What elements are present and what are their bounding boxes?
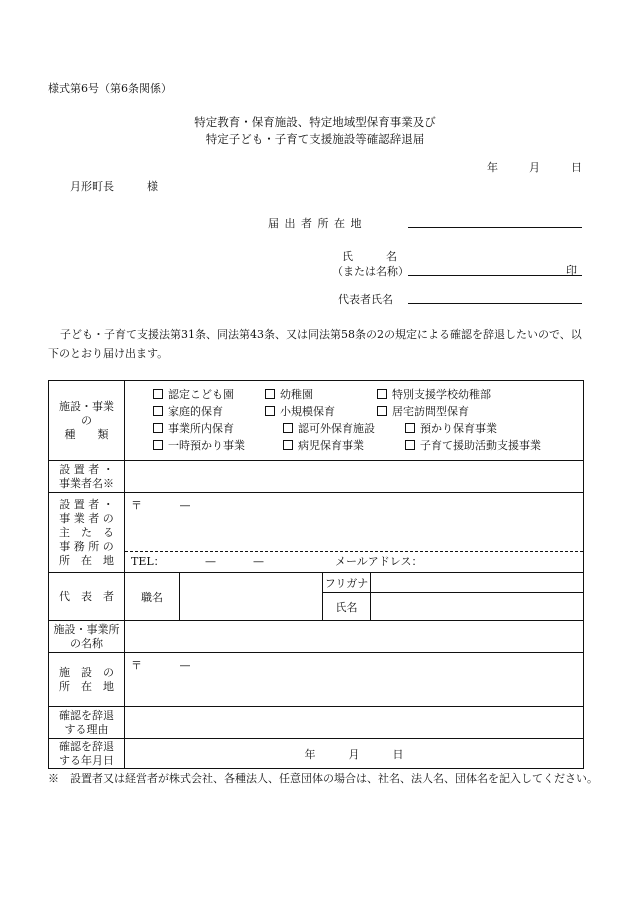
checkbox-icon[interactable] bbox=[283, 440, 293, 450]
date-month-label: 月 bbox=[529, 161, 540, 174]
seal-mark: 印 bbox=[566, 264, 577, 277]
footnote: ※ 設置者又は経営者が株式会社、各種法人、任意団体の場合は、社名、法人名、団体名を記入してください。 bbox=[48, 772, 598, 785]
checkbox-ichiji-azukari[interactable]: 一時預かり事業 bbox=[153, 439, 283, 453]
checkbox-icon[interactable] bbox=[377, 406, 387, 416]
checkbox-kosodate-enjo[interactable]: 子育て援助活動支援事業 bbox=[405, 439, 575, 453]
tel-dash-1: — bbox=[205, 555, 216, 568]
furigana-label: フリガナ bbox=[323, 573, 371, 593]
checkbox-icon[interactable] bbox=[153, 440, 163, 450]
withdrawal-form-table bbox=[48, 380, 584, 769]
withdraw-day-label: 日 bbox=[392, 747, 404, 761]
facility-postal-dash: — bbox=[179, 659, 191, 672]
addressee: 月形町長 様 bbox=[70, 180, 158, 193]
checkbox-tokubetsu-shien[interactable]: 特別支援学校幼稚部 bbox=[377, 388, 547, 402]
facility-address-field[interactable] bbox=[125, 653, 584, 707]
tel-label: TEL： bbox=[131, 555, 165, 568]
checkbox-jigyousho-nai[interactable]: 事業所内保育 bbox=[153, 422, 283, 436]
withdraw-date-field[interactable] bbox=[125, 739, 584, 769]
office-postal-area[interactable] bbox=[125, 493, 583, 551]
tel-dash-2: — bbox=[253, 555, 264, 568]
office-contact-row[interactable] bbox=[125, 551, 583, 572]
position-label: 職名 bbox=[125, 573, 180, 621]
checkbox-shoukibo-hoiku[interactable]: 小規模保育 bbox=[265, 405, 377, 419]
postal-dash: — bbox=[179, 499, 191, 512]
checkbox-azukari-hoiku[interactable]: 預かり保育事業 bbox=[405, 422, 575, 436]
checkbox-icon[interactable] bbox=[405, 440, 415, 450]
form-title-line1: 特定教育・保育施設、特定地域型保育事業及び bbox=[194, 115, 436, 129]
operator-name-header: 設 置 者 ・ 事業者名※ bbox=[49, 461, 125, 493]
withdraw-year-label: 年 bbox=[304, 747, 316, 761]
checkbox-icon[interactable] bbox=[153, 389, 163, 399]
date-day-label: 日 bbox=[571, 161, 582, 174]
notifier-address-line[interactable] bbox=[408, 227, 582, 228]
postal-mark: 〒 bbox=[131, 499, 142, 512]
checkbox-icon[interactable] bbox=[153, 406, 163, 416]
checkbox-byouji-hoiku[interactable]: 病児保育事業 bbox=[283, 439, 405, 453]
operator-name-field[interactable] bbox=[125, 461, 584, 493]
withdraw-month-label: 月 bbox=[348, 747, 360, 761]
checkbox-icon[interactable] bbox=[153, 423, 163, 433]
checkbox-youchien[interactable]: 幼稚園 bbox=[265, 388, 377, 402]
facility-address-header: 施 設 の 所 在 地 bbox=[49, 653, 125, 707]
checkbox-icon[interactable] bbox=[265, 389, 275, 399]
facility-name-field[interactable] bbox=[125, 621, 584, 653]
checkbox-icon[interactable] bbox=[405, 423, 415, 433]
date-year-label: 年 bbox=[487, 161, 498, 174]
office-address-header: 設 置 者 ・ 事 業 者 の 主 た る 事 務 所 の 所 在 地 bbox=[49, 493, 125, 573]
checkbox-ninkagai[interactable]: 認可外保育施設 bbox=[283, 422, 405, 436]
type-checkboxes bbox=[125, 381, 584, 461]
submission-date bbox=[487, 159, 582, 175]
facility-postal-mark: 〒 bbox=[131, 659, 142, 672]
email-label: メールアドレス： bbox=[335, 555, 423, 568]
office-address-field[interactable] bbox=[125, 493, 584, 573]
checkbox-kyotaku-houmon[interactable]: 居宅訪問型保育 bbox=[377, 405, 547, 419]
statement-text: 子ども・子育て支援法第31条、同法第43条、又は同法第58条の2の規定による確認を辞退したいので、以下のとおり届け出ます。 bbox=[48, 328, 582, 360]
rep-name-line[interactable] bbox=[408, 303, 582, 304]
notifier-name-label-sub: （または名称） bbox=[332, 265, 409, 278]
position-field[interactable] bbox=[180, 573, 323, 621]
rep-name-cell-label: 氏名 bbox=[323, 593, 371, 621]
checkbox-nintei-kodomoen[interactable]: 認定こども園 bbox=[153, 388, 265, 402]
checkbox-kateiteki-hoiku[interactable]: 家庭的保育 bbox=[153, 405, 265, 419]
reason-field[interactable] bbox=[125, 707, 584, 739]
type-header: 施設・事業 の 種 類 bbox=[49, 381, 125, 461]
reason-header: 確認を辞退 する理由 bbox=[49, 707, 125, 739]
checkbox-icon[interactable] bbox=[283, 423, 293, 433]
notifier-address-label: 届 出 者 所 在 地 bbox=[268, 217, 362, 230]
notifier-name-line[interactable] bbox=[408, 275, 582, 276]
notifier-name-label: 氏 名 bbox=[342, 250, 397, 263]
checkbox-icon[interactable] bbox=[265, 406, 275, 416]
representative-header: 代 表 者 bbox=[49, 573, 125, 621]
withdraw-date-header: 確認を辞退 する年月日 bbox=[49, 739, 125, 769]
rep-name-label: 代表者氏名 bbox=[338, 293, 393, 306]
rep-name-field[interactable] bbox=[371, 593, 584, 621]
checkbox-icon[interactable] bbox=[377, 389, 387, 399]
furigana-field[interactable] bbox=[371, 573, 584, 593]
form-number: 様式第6号（第6条関係） bbox=[48, 82, 172, 95]
facility-name-header: 施設・事業所 の名称 bbox=[49, 621, 125, 653]
form-title-line2: 特定子ども・子育て支援施設等確認辞退届 bbox=[205, 132, 425, 146]
